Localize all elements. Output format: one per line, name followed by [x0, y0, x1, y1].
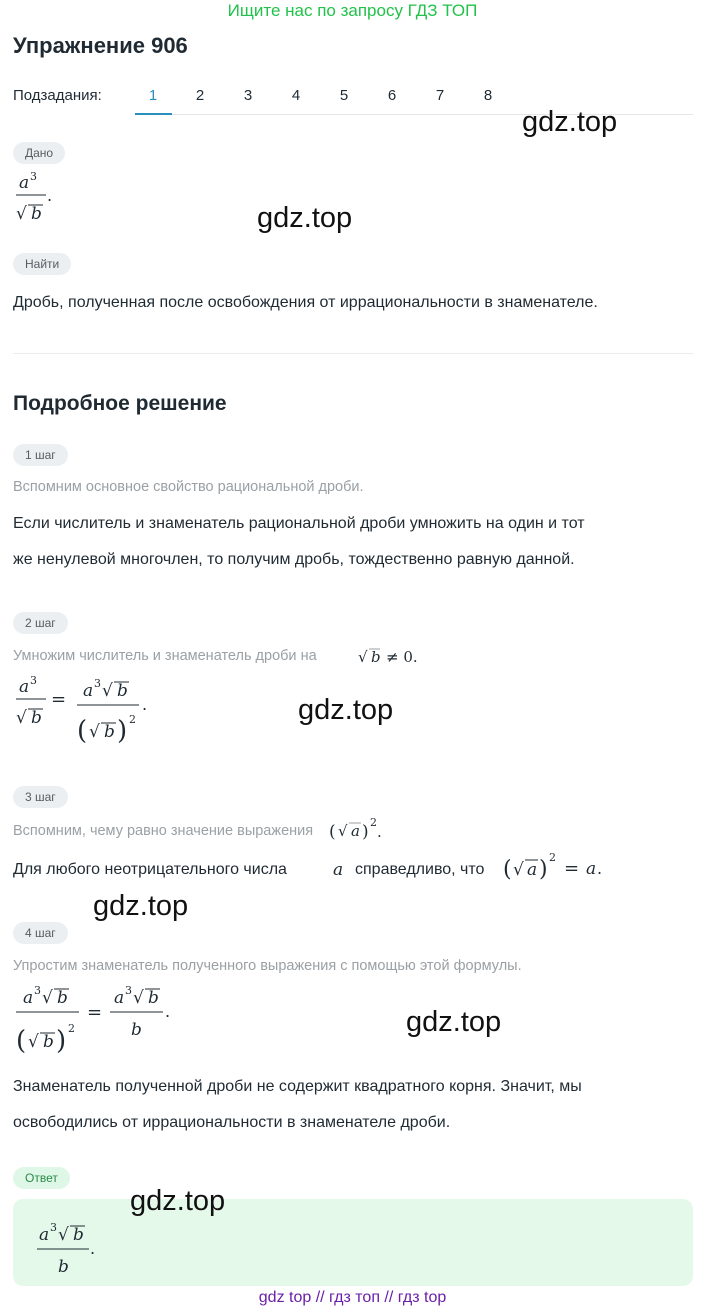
svg-text:3: 3	[50, 1221, 57, 1234]
svg-text:√: √	[133, 988, 144, 1008]
svg-text:a: a	[39, 1225, 50, 1245]
svg-text:a: a	[23, 988, 34, 1008]
svg-text:√: √	[513, 860, 524, 880]
step-3-badge: 3 шаг	[13, 786, 68, 808]
svg-text:3: 3	[30, 674, 37, 687]
step-3-formula	[502, 848, 612, 884]
page-title: Упражнение 906	[13, 33, 188, 58]
step-3-hint-math	[328, 813, 418, 843]
svg-text:a: a	[586, 859, 597, 879]
svg-text:): )	[117, 716, 128, 746]
svg-text:2: 2	[129, 713, 136, 726]
subtask-tab-3[interactable]: 3	[243, 87, 253, 104]
find-badge: Найти	[13, 253, 71, 275]
given-fraction	[13, 170, 63, 230]
step-4-hint: Упростим знаменатель полученного выражения с помощью этой формулы.	[13, 958, 522, 974]
svg-text:): )	[362, 822, 369, 842]
answer-box	[13, 1199, 693, 1286]
svg-text:b: b	[104, 722, 115, 742]
step-3-variable	[331, 856, 347, 882]
svg-text:.: .	[377, 823, 382, 841]
svg-text:(: (	[77, 716, 88, 746]
svg-text:b: b	[371, 648, 381, 666]
step-4-text-line-1: Знаменатель полученной дроби не содержит квадратного корня. Значит, мы	[13, 1078, 582, 1095]
svg-text:.: .	[47, 186, 53, 205]
watermark: gdz.top	[257, 202, 353, 234]
svg-text:√: √	[16, 708, 27, 728]
given-badge: Дано	[13, 142, 65, 164]
svg-text:3: 3	[34, 984, 41, 997]
svg-text:b: b	[43, 1032, 54, 1052]
subtask-tab-5[interactable]: 5	[339, 87, 349, 104]
svg-text:(: (	[329, 822, 336, 842]
solution-title: Подробное решение	[13, 392, 227, 415]
search-banner: Ищите нас по запросу ГДЗ ТОП	[227, 1, 478, 20]
svg-text:3: 3	[30, 170, 37, 183]
step-3-hint: Вспомним, чему равно значение выражения	[13, 823, 314, 839]
svg-text:√: √	[338, 822, 348, 840]
svg-text:√: √	[358, 648, 368, 666]
watermark: gdz.top	[406, 1006, 502, 1038]
subtask-tab-6[interactable]: 6	[387, 87, 397, 104]
svg-text:.: .	[165, 1002, 171, 1021]
svg-text:b: b	[58, 1257, 69, 1277]
step-1-text-line-2: же ненулевой многочлен, то получим дробь, тождественно равную данной.	[13, 551, 575, 568]
svg-text:a: a	[351, 822, 360, 840]
step-1-text-line-1: Если числитель и знаменатель рациональной дроби умножить на один и тот	[13, 515, 585, 532]
svg-text:3: 3	[125, 984, 132, 997]
watermark: gdz.top	[93, 890, 189, 922]
step-4-equation	[13, 983, 183, 1065]
svg-text:≠ 0.: ≠ 0.	[386, 648, 418, 666]
find-text: Дробь, полученная после освобождения от иррациональности в знаменателе.	[13, 294, 598, 311]
svg-text:2: 2	[68, 1022, 75, 1035]
svg-text:b: b	[31, 204, 42, 224]
svg-text:=: =	[87, 1002, 103, 1023]
svg-text:b: b	[117, 681, 128, 701]
svg-text:): )	[56, 1026, 67, 1056]
svg-text:√: √	[89, 722, 100, 742]
watermark: gdz.top	[298, 694, 394, 726]
svg-text:b: b	[57, 988, 68, 1008]
step-1-hint: Вспомним основное свойство рациональной дроби.	[13, 479, 364, 495]
svg-text:√: √	[28, 1032, 39, 1052]
subtask-tab-8[interactable]: 8	[483, 87, 493, 104]
subtasks-label: Подзадания:	[13, 87, 102, 104]
svg-text:(: (	[503, 857, 512, 882]
watermark: gdz.top	[522, 106, 618, 138]
svg-text:a: a	[83, 681, 94, 701]
svg-text:b: b	[31, 708, 42, 728]
subtask-active-underline	[135, 113, 172, 115]
step-1-badge: 1 шаг	[13, 444, 68, 466]
subtask-tab-7[interactable]: 7	[435, 87, 445, 104]
svg-text:a: a	[333, 860, 344, 880]
step-2-hint-math	[356, 642, 431, 668]
svg-text:a: a	[19, 677, 30, 697]
step-4-badge: 4 шаг	[13, 922, 68, 944]
svg-text:2: 2	[549, 851, 556, 864]
svg-text:3: 3	[94, 677, 101, 690]
svg-text:a: a	[114, 988, 125, 1008]
footer-links[interactable]: gdz top // гдз топ // гдз top	[258, 1289, 447, 1306]
svg-text:b: b	[131, 1020, 142, 1040]
watermark: gdz.top	[130, 1185, 226, 1217]
svg-text:=: =	[564, 858, 580, 879]
svg-text:√: √	[16, 204, 27, 224]
svg-text:a: a	[19, 173, 30, 193]
svg-text:.: .	[90, 1239, 96, 1258]
subtask-tab-4[interactable]: 4	[291, 87, 301, 104]
step-2-equation	[13, 674, 163, 754]
svg-text:2: 2	[370, 816, 377, 829]
svg-text:b: b	[148, 988, 159, 1008]
svg-text:.: .	[597, 859, 603, 878]
step-2-hint: Умножим числитель и знаменатель дроби на	[13, 648, 317, 664]
svg-text:(: (	[16, 1026, 27, 1056]
step-3-text: Для любого неотрицательного числа	[13, 861, 287, 878]
svg-text:=: =	[51, 689, 67, 710]
svg-text:b: b	[73, 1225, 84, 1245]
svg-text:√: √	[102, 681, 113, 701]
answer-badge: Ответ	[13, 1167, 70, 1189]
step-2-badge: 2 шаг	[13, 612, 68, 634]
step-4-text-line-2: освободились от иррациональности в знаменателе дроби.	[13, 1114, 451, 1131]
svg-text:√: √	[42, 988, 53, 1008]
answer-fraction	[35, 1220, 105, 1280]
svg-text:√: √	[58, 1225, 69, 1245]
svg-text:.: .	[142, 695, 148, 714]
svg-text:a: a	[527, 860, 538, 880]
section-divider	[13, 353, 693, 354]
svg-text:): )	[539, 857, 548, 882]
step-3-text-mid: справедливо, что	[355, 861, 485, 878]
subtask-tab-2[interactable]: 2	[195, 87, 205, 104]
subtask-tab-1[interactable]: 1	[148, 87, 158, 104]
